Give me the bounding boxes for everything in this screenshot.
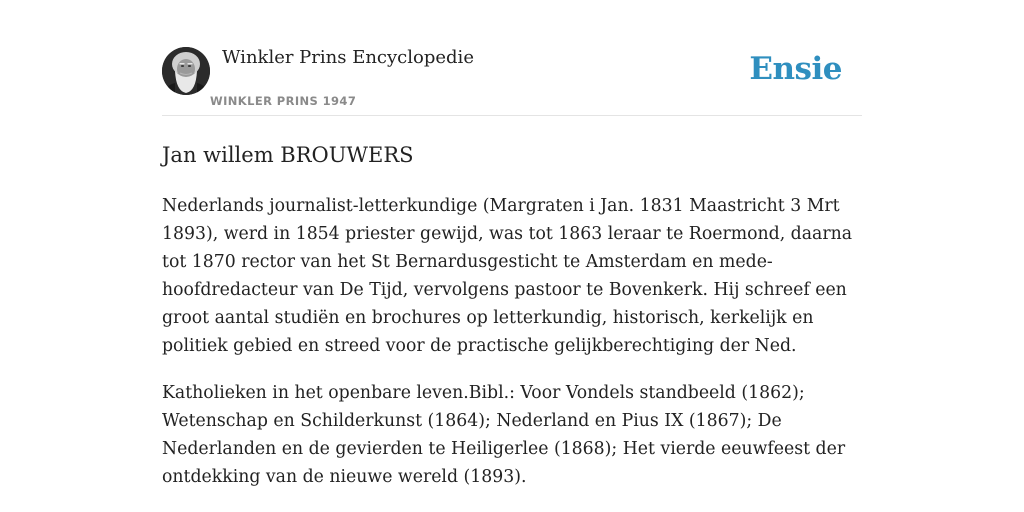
source-header	[162, 0, 862, 116]
ensie-logo[interactable]: Ensie	[749, 51, 842, 87]
bearded-man-portrait-icon	[162, 47, 210, 95]
source-title[interactable]: Winkler Prins Encyclopedie	[222, 47, 474, 68]
source-subtitle: WINKLER PRINS 1947	[210, 94, 357, 108]
article-paragraph: Katholieken in het openbare leven.Bibl.: Voor Vondels standbeeld (1862); Wetenschap en Schilderkunst (1864); Nederland en Pius IX (1867); De Nederlanden en de gevierden te Heiligerlee (1868); Het vierde eeuwfeest der ontdekking van de nieuwe wereld (1893).	[162, 383, 846, 487]
source-avatar[interactable]	[162, 47, 210, 95]
article-paragraph: Nederlands journalist-letterkundige (Margraten i Jan. 1831 Maastricht 3 Mrt 1893), werd in 1854 priester gewijd, was tot 1863 leraar te Roermond, daarna tot 1870 rector van het St Bernardusgesticht te Amsterdam en mede-hoofdredacteur van De Tijd, vervolgens pastoor te Bovenkerk. Hij schreef een groot aantal studiën en brochures op letterkundig, historisch, kerkelijk en politiek gebied en streed voor de practische gelijkberechtiging der Ned.	[162, 196, 853, 356]
article-title: Jan willem BROUWERS	[162, 143, 414, 167]
page-container	[162, 0, 862, 487]
